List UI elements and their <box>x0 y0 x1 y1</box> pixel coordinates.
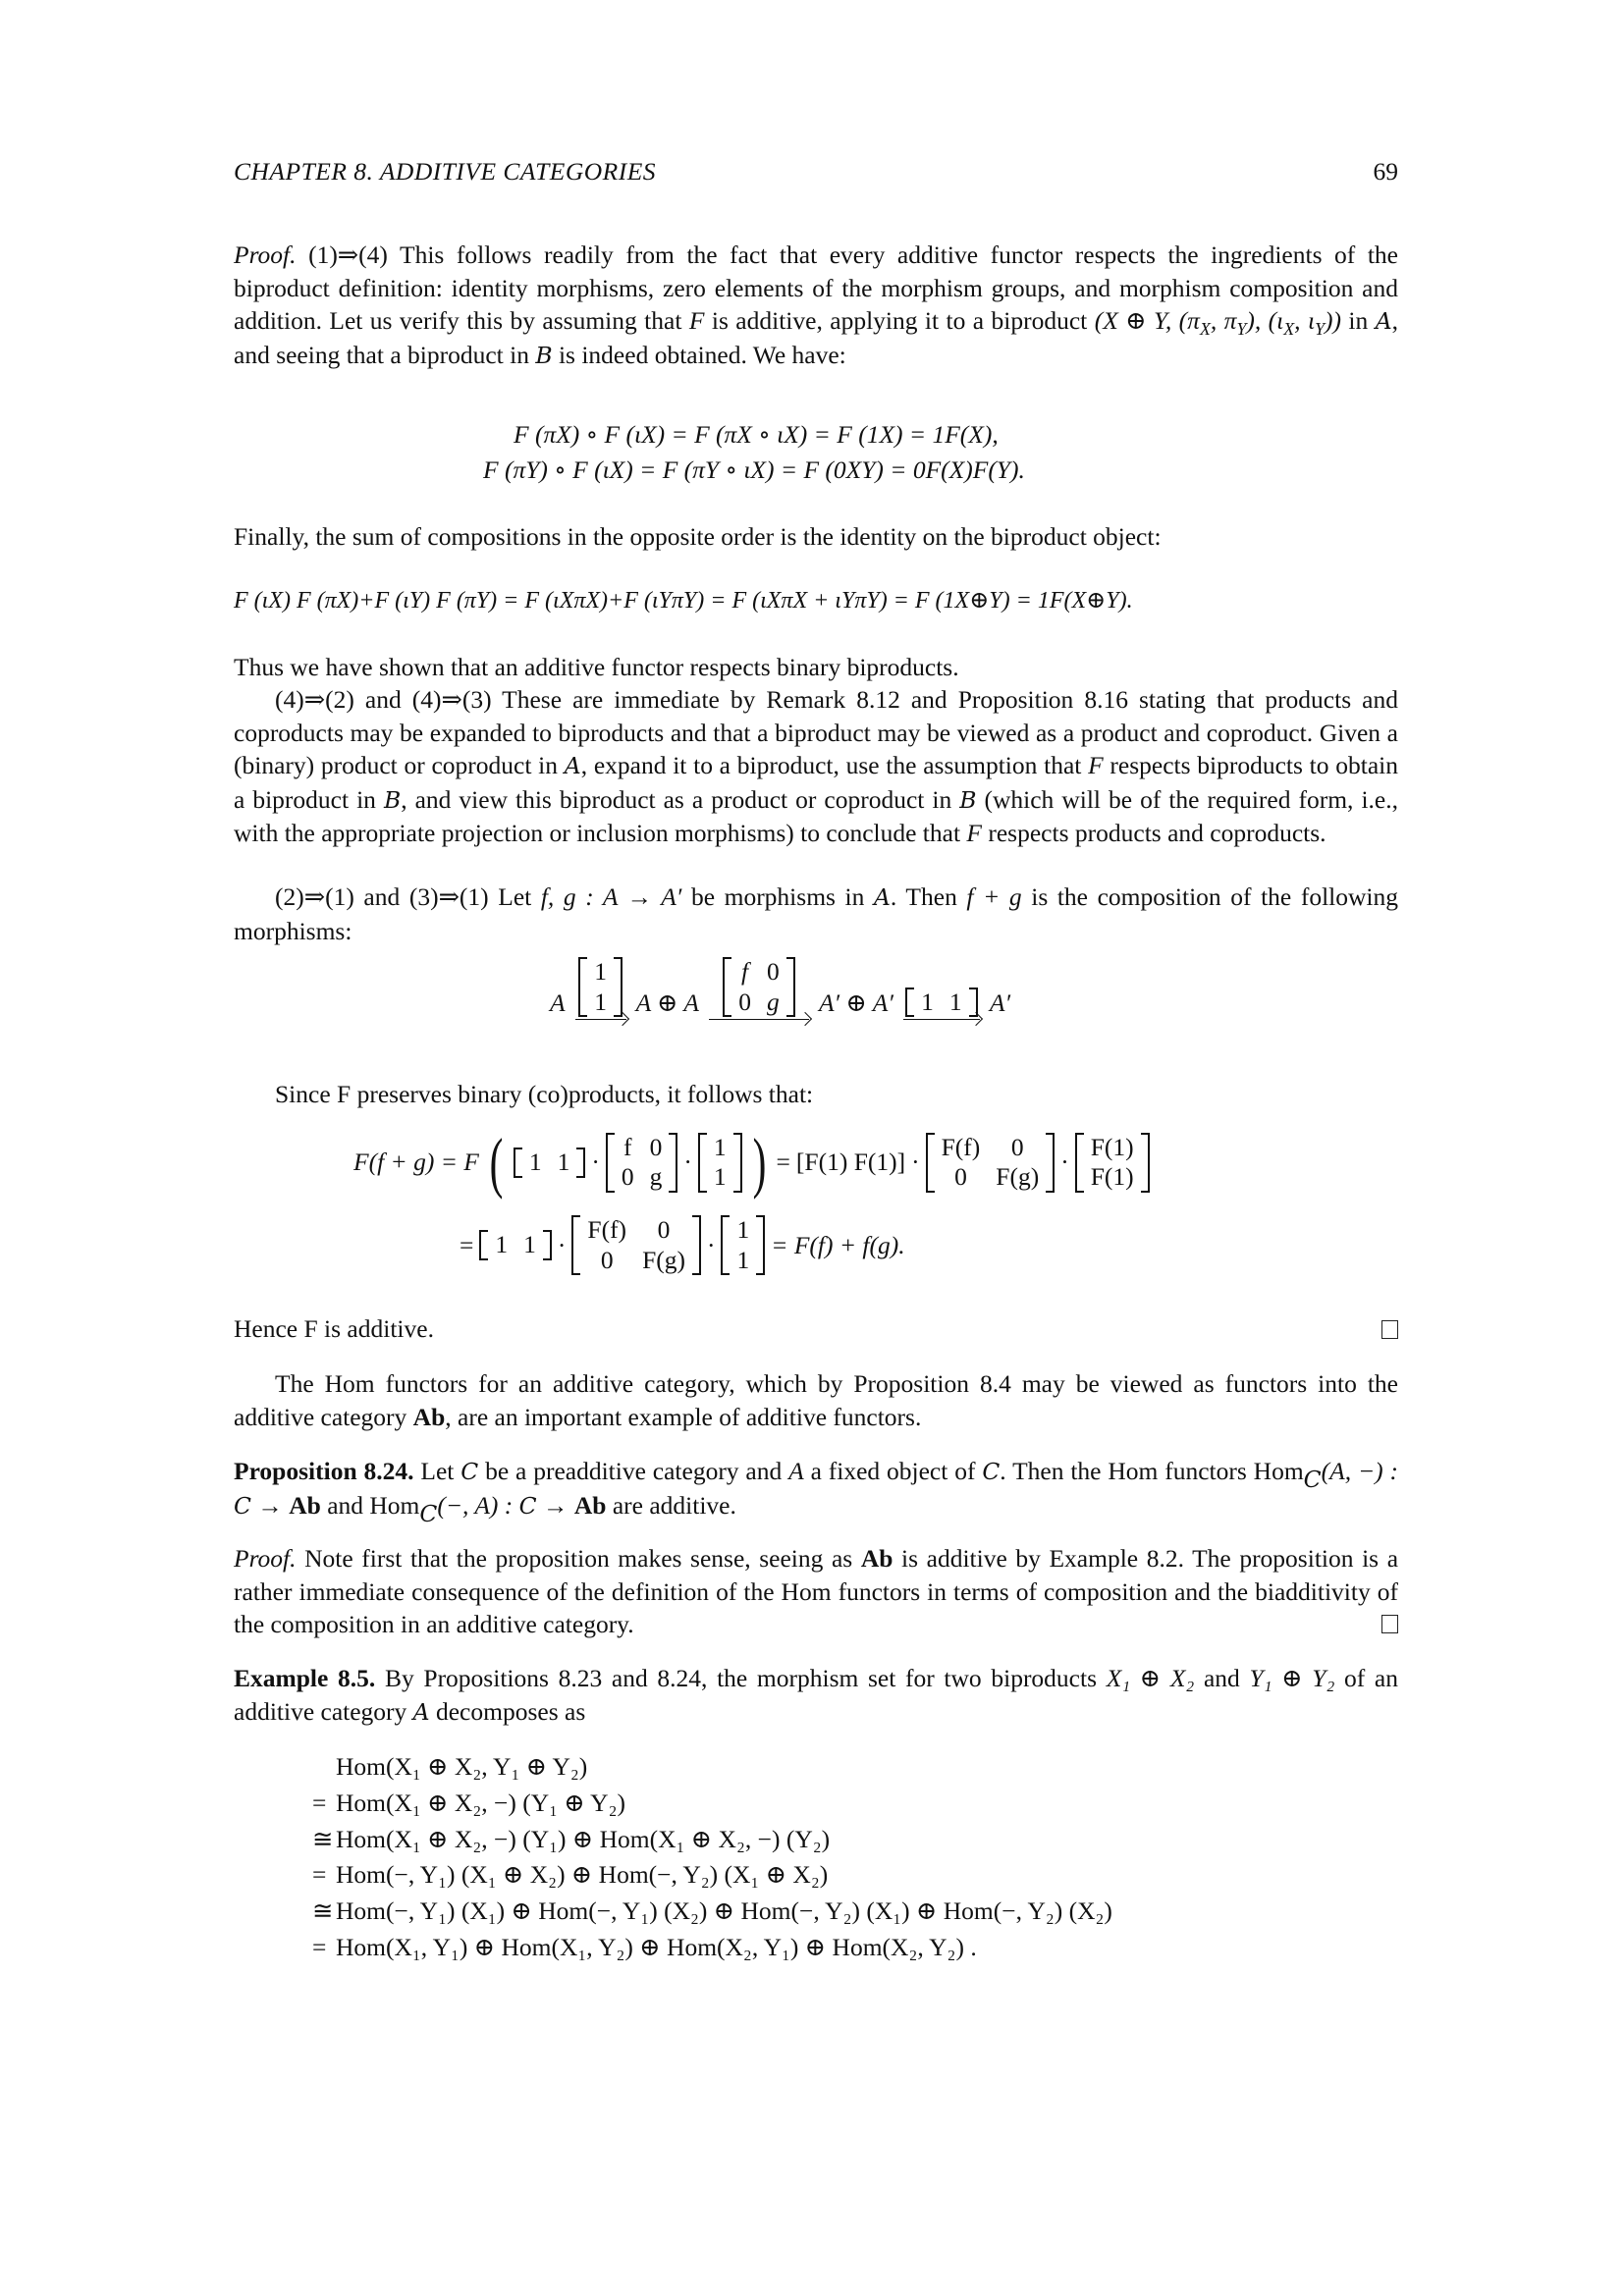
math-cat-C: C <box>419 1499 438 1527</box>
matrix-equation-line-2 <box>460 1215 905 1275</box>
matrix-entry: f <box>741 957 749 986</box>
column-F <box>1075 1133 1150 1193</box>
proof-label: Proof. <box>234 1544 297 1573</box>
text: of an additive category <box>234 1664 1398 1726</box>
matrix-entry: F(1) <box>1090 1132 1134 1161</box>
math-A: A <box>788 1457 804 1485</box>
math-cat-B: B <box>535 341 553 369</box>
object-A: A <box>550 988 566 1018</box>
running-header <box>234 157 1398 190</box>
matrix-entry: g <box>766 987 780 1016</box>
equation-3 <box>234 586 1133 614</box>
proof-paragraph-3 <box>234 881 1398 947</box>
hom: Hom <box>1253 1457 1304 1485</box>
object-A-prime-sum: A′ ⊕ A′ <box>818 988 893 1018</box>
matrix-entry: 1 <box>921 987 934 1016</box>
relation-op: = <box>312 1860 327 1890</box>
text: and <box>320 1490 370 1520</box>
matrix-entry: 0 <box>738 987 751 1016</box>
proposition-8-24 <box>234 1455 1399 1527</box>
left-paren: ( <box>489 1125 504 1200</box>
text: is additive by Example 8.2. The proposition is a rather immediate consequence of the definition of the Hom functors in terms of composition and the biadditivity of the composition in an additive category. <box>234 1544 1399 1638</box>
matrix-entry: F(f) <box>587 1215 627 1244</box>
text: are additive. <box>606 1490 736 1520</box>
relation-op: = <box>312 1932 327 1961</box>
arrow-3 <box>903 986 980 1020</box>
text: . Then <box>890 882 967 911</box>
matrix-entry: 1 <box>713 1162 727 1192</box>
since-text: Since F preserves binary (co)products, it follows that: <box>275 1080 814 1108</box>
decomposition-expr: Hom(X₁ ⊕ X₂, −) (Y₁) ⊕ Hom(X₁ ⊕ X₂, −) (Y₂) <box>336 1824 831 1853</box>
math-cat-A: A <box>412 1697 430 1726</box>
text: , and seeing that a biproduct in <box>234 306 1398 369</box>
matrix-entry: 0 <box>766 957 780 986</box>
text: , and view this biproduct as a product or coproduct in <box>401 784 960 814</box>
decomposition-expr: Hom(−, Y₁) (X₁ ⊕ X₂) ⊕ Hom(−, Y₂) (X₁ ⊕ X₂) <box>336 1860 829 1890</box>
matrix-equation-line-1 <box>353 1125 1150 1200</box>
text: Let <box>413 1457 461 1485</box>
matrix-entry: 1 <box>557 1148 570 1177</box>
decomposition-line <box>312 1857 1112 1894</box>
qed-square-icon <box>1381 1615 1398 1633</box>
morphism-composition-diagram <box>550 957 1010 1020</box>
result: = F(f) + f(g). <box>771 1230 905 1259</box>
text: is indeed obtained. We have: <box>552 340 846 369</box>
matrix-entry: 1 <box>948 987 962 1016</box>
math-F: F <box>966 819 982 847</box>
dot-operator: · <box>1060 1148 1069 1177</box>
arrow-icon <box>575 1019 626 1020</box>
math-Ab: Ab <box>412 1402 446 1431</box>
hom-args: (A, −) : <box>1321 1457 1399 1485</box>
matrix-F <box>571 1215 701 1275</box>
relation-op: = <box>312 1788 327 1817</box>
column-vector-ones <box>578 957 623 1017</box>
text: be morphisms in <box>681 882 874 911</box>
text: This follows readily from the fact that every additive functor respects the ingredients of the biproduct definition: identity morphisms, zero elements of the morphism groups, and morphism composition and addition. Let us verify this by assuming that <box>234 240 1398 335</box>
equals: = <box>776 1148 790 1177</box>
text: Let <box>488 882 541 911</box>
text: , are an important example of additive functors. <box>445 1402 922 1431</box>
dot-operator: · <box>683 1148 692 1177</box>
matrix-entry: 1 <box>736 1245 750 1274</box>
matrix-entry: F(1) <box>1090 1162 1134 1192</box>
object-A-plus-A: A ⊕ A <box>635 988 699 1018</box>
matrix-entry: F(g) <box>642 1245 685 1274</box>
hom-args: (−, A) : <box>437 1490 519 1520</box>
decomposition-line <box>312 1786 1112 1822</box>
math-cat-C: C <box>982 1458 1001 1485</box>
row-vector-ones <box>905 988 978 1018</box>
math-F: F <box>1088 751 1104 779</box>
arrow-icon <box>709 1019 809 1020</box>
text: decomposes as <box>429 1696 586 1726</box>
decomposition-expr: Hom(X₁ ⊕ X₂, −) (Y₁ ⊕ Y₂) <box>336 1788 625 1817</box>
eq3-text: F (ιX) F (πX)+F (ιY) F (πY) = F (ιXπX)+F (ιYπY) = F (ιXπX + ιYπY) = F (1X⊕Y) = 1F(X⊕Y). <box>234 588 1133 614</box>
math-F: F <box>688 306 705 335</box>
row-vector <box>514 1148 586 1178</box>
matrix-entry: 0 <box>649 1132 663 1161</box>
matrix-entry: g <box>649 1162 663 1192</box>
matrix-entry: 1 <box>594 957 607 986</box>
math-cat-C: C <box>234 1491 251 1520</box>
equals: = <box>460 1230 474 1259</box>
hom-decomposition <box>312 1749 1112 1966</box>
math-y12: Y₁ ⊕ Y₂ <box>1249 1664 1335 1692</box>
decomposition-expr: Hom(X₁ ⊕ X₂, Y₁ ⊕ Y₂) <box>336 1752 588 1781</box>
text: is additive, applying it to a biproduct <box>704 306 1095 335</box>
text: respects biproducts to obtain a biproduct in <box>234 751 1398 814</box>
math-cat-B: B <box>383 785 402 814</box>
example-label: Example 8.5. <box>234 1664 376 1692</box>
matrix-entry: 0 <box>657 1215 671 1244</box>
text: and <box>1194 1664 1250 1692</box>
math-biproduct: (X ⊕ Y, ($\pi_X$, $\pi_Y$), ($\iota_X$, $\iota_Y$)) <box>1094 306 1341 340</box>
matrix-entry: F(g) <box>996 1162 1040 1192</box>
text: , expand it to a biproduct, use the assumption that <box>580 751 1089 779</box>
hom-functors-paragraph <box>234 1367 1398 1433</box>
math-x12: X₁ ⊕ X₂ <box>1106 1664 1195 1692</box>
matrix-fg <box>606 1133 678 1193</box>
dot-operator: · <box>706 1230 716 1259</box>
relation-op: ≅ <box>312 1896 334 1926</box>
text: By Propositions 8.23 and 8.24, the morphism set for two biproducts <box>375 1664 1107 1692</box>
math-cat-A: A <box>873 883 891 911</box>
decomposition-expr: Hom(X₁, Y₁) ⊕ Hom(X₁, Y₂) ⊕ Hom(X₂, Y₁) ⊕ Hom(X₂, Y₂) . <box>336 1932 977 1961</box>
matrix-entry: 0 <box>1010 1132 1024 1161</box>
matrix-entry: 0 <box>954 1162 967 1192</box>
hence-text: Hence F is additive. <box>234 1314 434 1343</box>
dot-operator: · <box>557 1230 567 1259</box>
matrix-entry: 1 <box>528 1148 542 1177</box>
dot-operator: · <box>591 1148 600 1177</box>
chapter-title: CHAPTER 8. ADDITIVE CATEGORIES <box>234 157 657 186</box>
proof-paragraph-prop824 <box>234 1542 1398 1641</box>
text: a fixed object of <box>803 1457 983 1485</box>
decomposition-line <box>312 1930 1112 1966</box>
matrix-entry: 0 <box>600 1245 614 1274</box>
implication-lead: (1)⇒(4) <box>308 240 388 269</box>
equation-2 <box>483 455 1025 485</box>
thus-text: Thus we have shown that an additive functor respects binary biproducts. <box>234 653 959 681</box>
decomposition-expr: Hom(−, Y₁) (X₁) ⊕ Hom(−, Y₁) (X₂) ⊕ Hom(−, Y₂) (X₁) ⊕ Hom(−, Y₂) (X₂) <box>336 1896 1112 1926</box>
relation-op: ≅ <box>312 1824 334 1853</box>
arrow: → <box>250 1490 290 1520</box>
row-vector <box>479 1230 552 1260</box>
column-vector <box>721 1215 765 1275</box>
proof-paragraph-1 <box>234 239 1398 372</box>
decomposition-line <box>312 1749 1112 1786</box>
example-8-5 <box>234 1662 1398 1729</box>
diagonal-matrix <box>723 957 795 1017</box>
page-number: 69 <box>1373 157 1398 186</box>
matrix-entry: 1 <box>523 1230 536 1259</box>
math-signature: f, g : A → A′ <box>540 882 682 911</box>
text: . Then the Hom functors <box>1000 1457 1254 1485</box>
matrix-entry: 0 <box>621 1162 634 1192</box>
math-Ab: Ab <box>573 1490 607 1520</box>
text: in <box>1340 306 1376 335</box>
text: be a preadditive category and <box>478 1457 789 1485</box>
decomposition-line <box>312 1894 1112 1930</box>
matrix-entry: 1 <box>594 987 607 1016</box>
lhs: F(f + g) = F <box>353 1148 479 1177</box>
matrix-F <box>926 1133 1056 1193</box>
proof-label: Proof. <box>234 240 297 269</box>
text: (which will be of the required form, i.e., with the appropriate projection or inclusion morphisms) to conclude that <box>234 784 1398 847</box>
matrix-entry: 1 <box>736 1215 750 1244</box>
row-F: [F(1) F(1)] <box>795 1148 906 1177</box>
arrow-1 <box>575 957 626 1020</box>
math-cat-A: A <box>1375 307 1392 335</box>
hom: Hom <box>369 1490 420 1520</box>
matrix-entry: 1 <box>713 1132 727 1161</box>
math-f-plus-g: f + g <box>966 882 1022 911</box>
text: These are immediate by Remark 8.12 and Proposition 8.16 stating that products and coproducts may be expanded to biproducts and that a biproduct may be viewed as a product and coproduct. Given a (binary) product or coproduct in <box>234 685 1398 779</box>
math-cat-C: C <box>518 1491 537 1520</box>
proof-paragraph-2 <box>234 683 1398 850</box>
decomposition-line <box>312 1822 1112 1858</box>
column-vector <box>698 1133 742 1193</box>
eq1-text: F (πX) ∘ F (ιX) = F (πX ∘ ιX) = F (1X) = 1F(X), <box>514 420 999 449</box>
matrix-entry: f <box>623 1132 632 1161</box>
text: is the composition of the following morphisms: <box>234 882 1399 945</box>
eq2-text: F (πY) ∘ F (ιX) = F (πY ∘ ιX) = F (0XY) = 0F(X)F(Y). <box>483 455 1025 484</box>
math-Ab: Ab <box>289 1490 321 1520</box>
text: respects products and coproducts. <box>982 819 1326 847</box>
arrow-icon <box>903 1019 980 1020</box>
equation-1 <box>514 420 999 450</box>
text: Note first that the proposition makes sense, seeing as <box>296 1544 861 1573</box>
math-Ab: Ab <box>860 1544 893 1573</box>
matrix-entry: 1 <box>495 1230 509 1259</box>
matrix-entry: F(f) <box>941 1132 981 1161</box>
hence-line <box>234 1312 1398 1346</box>
text: The Hom functors for an additive category, which by Proposition 8.4 may be viewed as functors into the additive category <box>234 1369 1398 1431</box>
math-cat-C: C <box>460 1458 479 1485</box>
implication-lead: (4)⇒(2) and (4)⇒(3) <box>275 685 492 714</box>
math-expr: (X ⊕ Y, (π <box>1094 306 1200 335</box>
arrow-2 <box>709 957 809 1020</box>
math-cat-B: B <box>959 785 977 814</box>
proposition-label: Proposition 8.24. <box>234 1457 414 1485</box>
implication-lead: (2)⇒(1) and (3)⇒(1) <box>275 882 489 911</box>
math-cat-A: A <box>564 752 581 779</box>
dot-operator: · <box>911 1148 920 1177</box>
right-paren: ) <box>752 1125 766 1200</box>
arrow: → <box>536 1490 574 1520</box>
qed-square-icon <box>1381 1320 1398 1339</box>
object-A-prime: A′ <box>989 988 1011 1018</box>
finally-text: Finally, the sum of compositions in the opposite order is the identity on the biproduct object: <box>234 522 1162 551</box>
math-cat-C: C <box>1303 1466 1322 1494</box>
